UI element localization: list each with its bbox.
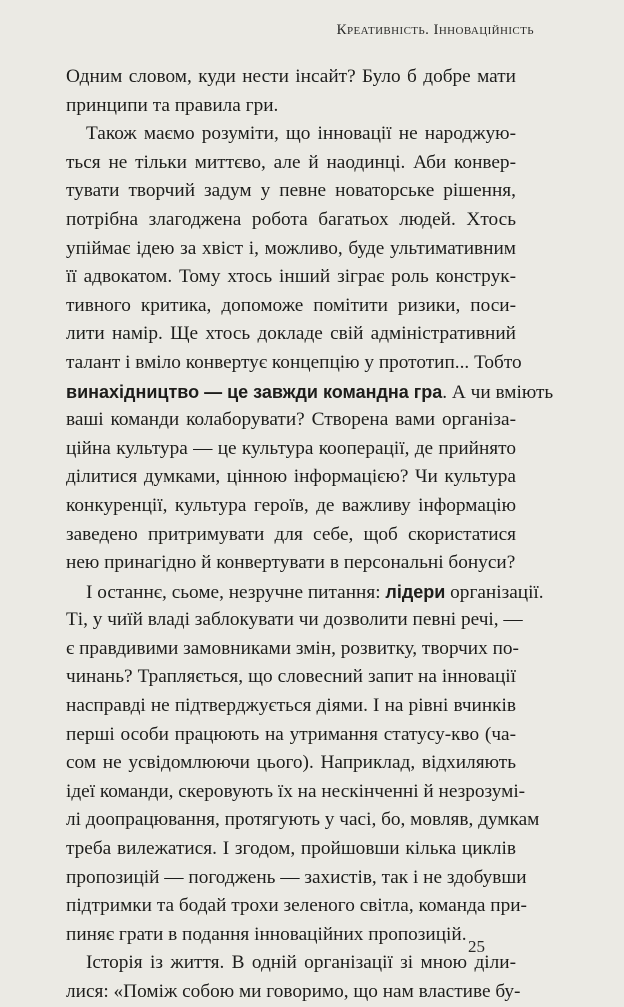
text-line: Історія із життя. В одній організації зі мною діли- xyxy=(86,952,516,974)
text-line xyxy=(66,578,544,607)
text-line: лити намір. Ще хтось докладе свій адміністративний xyxy=(66,323,516,345)
text-line: пиняє грати в подання інноваційних пропозицій. xyxy=(66,923,467,945)
body-text xyxy=(66,63,554,1007)
text-line: ційна культура — це культура кооперації, де прийнято xyxy=(66,437,516,459)
page-number: 25 xyxy=(468,937,485,956)
text-line: тувати творчий задум у певне новаторське рішення, xyxy=(66,180,516,202)
text-run: І останнє, сьоме, незручне питання: xyxy=(86,581,386,603)
text-line: заведено притримувати для себе, щоб скористатися xyxy=(66,523,516,545)
text-line: її адвокатом. Тому хтось інший зіграє роль конструк- xyxy=(66,266,516,288)
text-line: насправді не підтверджується діями. І на рівні вчинків xyxy=(66,695,516,717)
text-line: є правдивими замовниками змін, розвитку, творчих по- xyxy=(66,637,519,659)
text-line: талант і вміло конвертує концепцію у прототип... Тобто xyxy=(66,351,522,373)
bold-phrase: лідери xyxy=(385,581,446,602)
text-line: перші особи працюють на утримання статусу-кво (ча- xyxy=(66,723,516,745)
text-line: принципи та правила гри. xyxy=(66,94,279,116)
text-line: ваші команди колаборувати? Створена вами організа- xyxy=(66,409,516,431)
running-header: Креативність. Інноваційність xyxy=(336,22,534,38)
text-line: треба вилежатися. І згодом, пройшовши кілька циклів xyxy=(66,838,516,860)
text-line: потрібна злагоджена робота багатьох людей. Хтось xyxy=(66,208,516,230)
text-line: Також маємо розуміти, що інновації не народжую- xyxy=(86,123,516,145)
text-run: організації. xyxy=(445,581,544,603)
text-line: Ті, у чиїй владі заблокувати чи дозволити певні речі, — xyxy=(66,609,523,631)
text-line: чинань? Трапляється, що словесний запит на інновації xyxy=(66,666,516,688)
text-line: ділитися думками, цінною інформацією? Чи культура xyxy=(66,466,516,488)
text-run: . А чи вміють xyxy=(442,381,554,403)
text-line: сом не усвідомлюючи цього). Наприклад, відхиляють xyxy=(66,752,516,774)
bold-phrase: винахідництво — це завжди командна гра xyxy=(66,381,443,402)
text-line xyxy=(66,378,554,407)
text-line: тивного критика, допоможе помітити ризики, поси- xyxy=(66,294,516,316)
text-line: упіймає ідею за хвіст і, можливо, буде ультимативним xyxy=(66,237,516,259)
text-line: лі доопрацювання, протягують у часі, бо, мовляв, думкам xyxy=(66,809,540,831)
text-line: конкуренції, культура героїв, де важливу інформацію xyxy=(66,494,516,516)
text-line: підтримки та бодай трохи зеленого світла, команда при- xyxy=(66,895,527,917)
text-line: лися: «Поміж собою ми говоримо, що нам властиве бу- xyxy=(66,981,521,1002)
text-line: Одним словом, куди нести інсайт? Було б добре мати xyxy=(66,66,516,87)
text-line: ться не тільки миттєво, але й наодинці. Аби конвер- xyxy=(66,151,516,173)
text-line: нею принагідно й конвертувати в персональні бонуси? xyxy=(66,552,516,574)
text-line: ідеї команди, скеровують їх на нескінченні й незрозумі- xyxy=(66,780,526,802)
text-line: пропозицій — погоджень — захистів, так і не здобувши xyxy=(66,866,527,888)
